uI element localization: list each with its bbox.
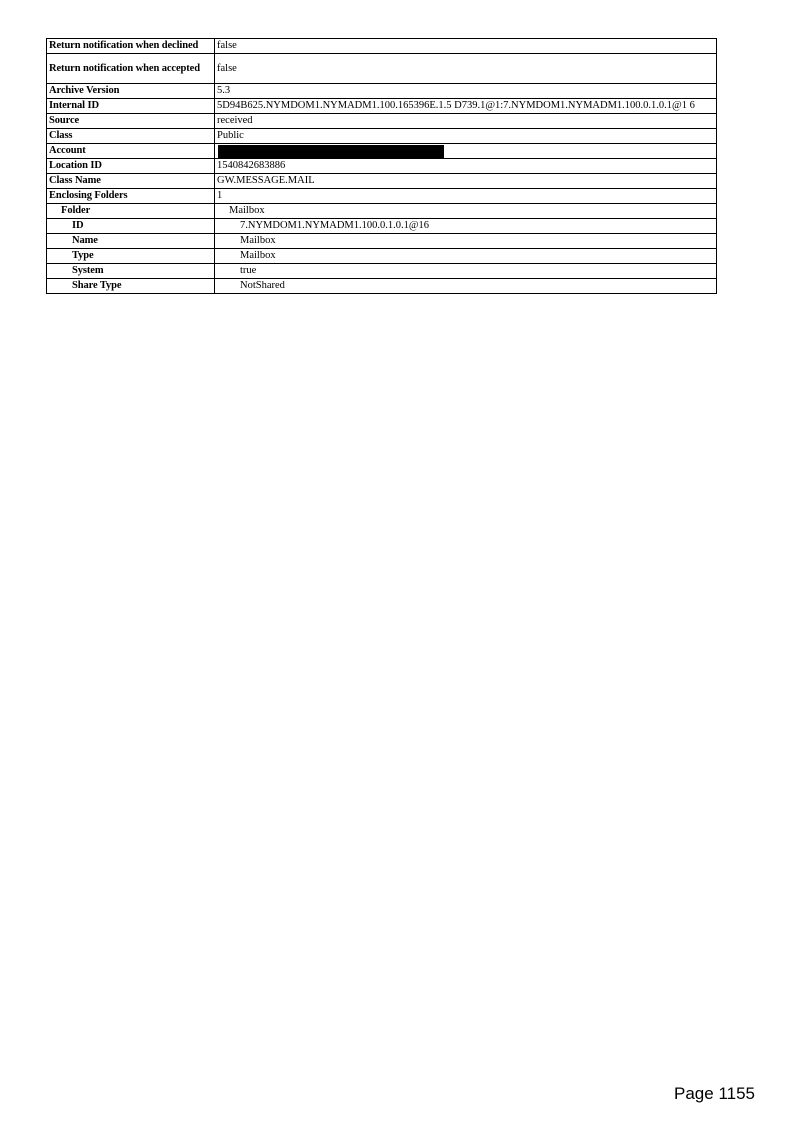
table-row — [47, 249, 717, 264]
property-key: Location ID — [47, 159, 215, 174]
table-row — [47, 174, 717, 189]
property-value: Public — [215, 129, 717, 144]
table-row — [47, 159, 717, 174]
property-key: ID — [47, 219, 215, 234]
table-row — [47, 204, 717, 219]
property-value: true — [215, 264, 717, 279]
property-value: 5D94B625.NYMDOM1.NYMADM1.100.165396E.1.5 D739.1@1:7.NYMDOM1.NYMADM1.100.0.1.0.1@1 6 — [215, 99, 717, 114]
properties-table — [46, 38, 717, 294]
property-key: Class Name — [47, 174, 215, 189]
property-value: 1540842683886 — [215, 159, 717, 174]
table-row — [47, 144, 717, 159]
property-key: Source — [47, 114, 215, 129]
property-key: Name — [47, 234, 215, 249]
table-row — [47, 189, 717, 204]
property-value: Mailbox — [215, 234, 717, 249]
property-value: 7.NYMDOM1.NYMADM1.100.0.1.0.1@16 — [215, 219, 717, 234]
property-key: Return notification when declined — [47, 39, 215, 54]
property-key: System — [47, 264, 215, 279]
table-row — [47, 264, 717, 279]
property-key: Share Type — [47, 279, 215, 294]
redaction-block — [218, 145, 444, 158]
table-row — [47, 279, 717, 294]
property-value: 5.3 — [215, 84, 717, 99]
property-key: Internal ID — [47, 99, 215, 114]
property-key: Class — [47, 129, 215, 144]
property-key: Return notification when accepted — [47, 54, 215, 84]
page-number: Page 1155 — [674, 1084, 755, 1103]
property-value: false — [215, 54, 717, 84]
property-key: Folder — [47, 204, 215, 219]
table-row — [47, 54, 717, 84]
table-row — [47, 129, 717, 144]
property-key: Type — [47, 249, 215, 264]
property-value: false — [215, 39, 717, 54]
table-row — [47, 84, 717, 99]
table-row — [47, 99, 717, 114]
table-row — [47, 39, 717, 54]
property-value — [215, 144, 717, 159]
table-row — [47, 114, 717, 129]
property-value: NotShared — [215, 279, 717, 294]
property-key: Account — [47, 144, 215, 159]
table-row — [47, 219, 717, 234]
property-value: 1 — [215, 189, 717, 204]
property-value: Mailbox — [215, 204, 717, 219]
property-key: Archive Version — [47, 84, 215, 99]
property-value: received — [215, 114, 717, 129]
property-value: GW.MESSAGE.MAIL — [215, 174, 717, 189]
table-row — [47, 234, 717, 249]
property-value: Mailbox — [215, 249, 717, 264]
property-key: Enclosing Folders — [47, 189, 215, 204]
